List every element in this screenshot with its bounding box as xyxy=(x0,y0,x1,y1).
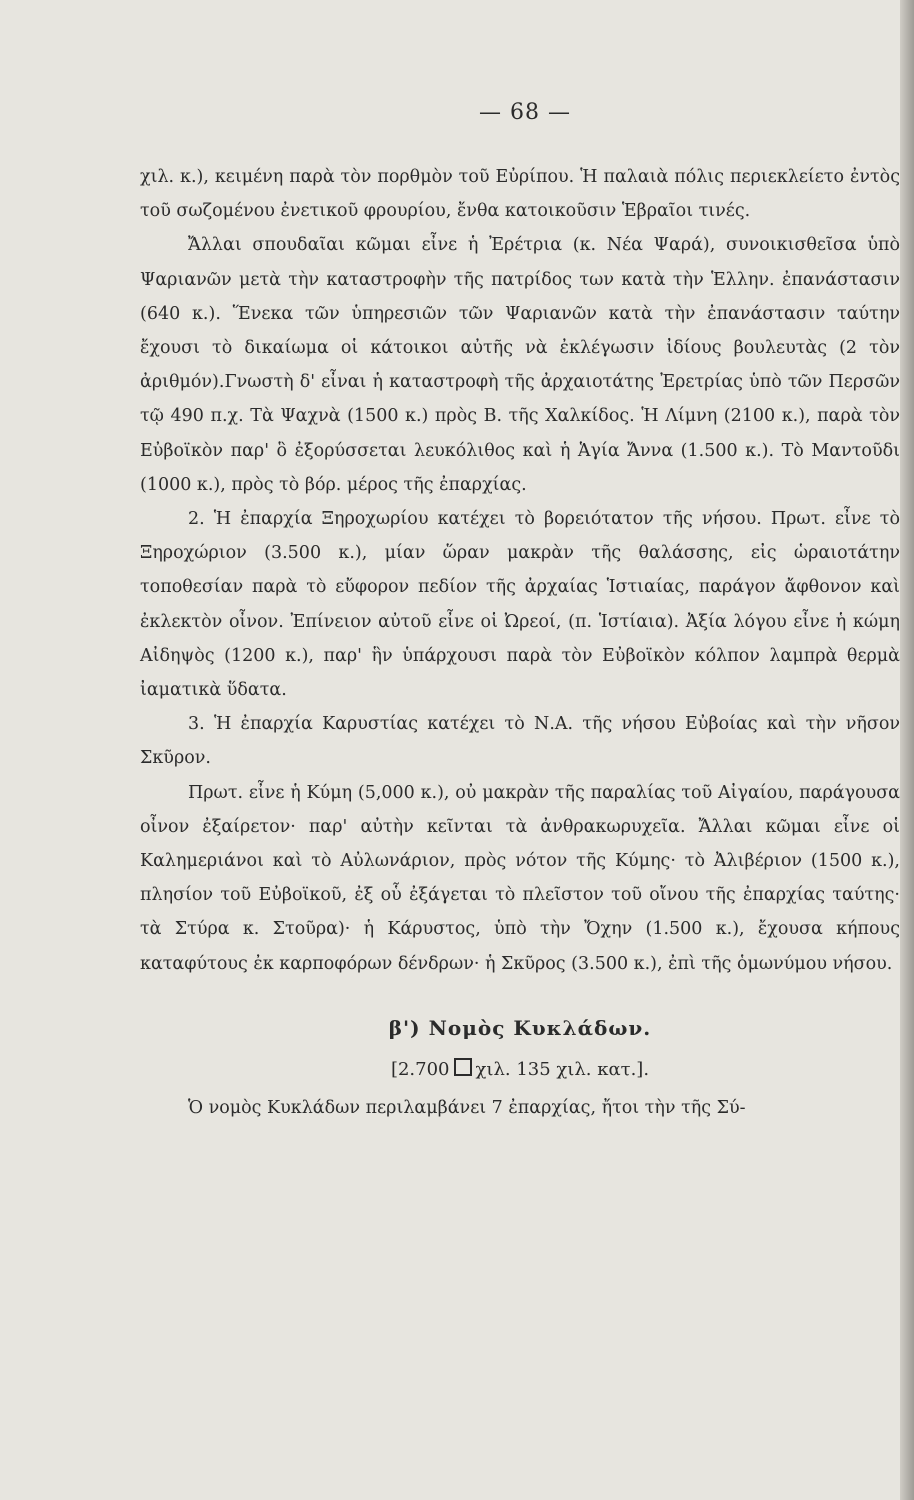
paragraph-continuation: χιλ. κ.), κειμένη παρὰ τὸν πορθμὸν τοῦ Εὐρίπου. Ἡ παλαιὰ πόλις περιεκλείετο ἐντὸς τοῦ σωζομένου ἐνετικοῦ φρουρίου, ἔνθα κατοικοῦσιν Ἑβραῖοι τινές. xyxy=(140,167,900,222)
paragraph-xirochori: 2. Ἡ ἐπαρχία Ξηροχωρίου κατέχει τὸ βορειότατον τῆς νήσου. Πρωτ. εἶνε τὸ Ξηροχώριον (3.500 κ.), μίαν ὥραν μακρὰν τῆς θαλάσσης, εἰς ὡραιοτάτην τοποθεσίαν παρὰ τὸ εὔφορον πεδίον τῆς ἀρχαίας Ἱστιαίας, παράγον ἄφθονον καὶ ἐκλεκτὸν οἶνον. Ἐπίνειον αὐτοῦ εἶνε οἱ Ὠρεοί, (π. Ἱστίαια). Ἀξία λόγου εἶνε ἡ κώμη Αἰδηψὸς (1200 κ.), παρ' ἣν ὑπάρχουσι παρὰ τὸν Εὐβοϊκὸν κόλπον λαμπρὰ θερμὰ ἰαματικὰ ὕδατα. xyxy=(140,509,900,701)
paragraph-karystia: 3. Ἡ ἐπαρχία Καρυστίας κατέχει τὸ Ν.Α. τῆς νήσου Εὐβοίας καὶ τὴν νῆσον Σκῦρον. xyxy=(140,714,900,769)
page-edge-shadow xyxy=(900,0,914,1500)
page-number: — 68 — xyxy=(479,100,571,125)
area-rest: χιλ. 135 χιλ. κατ.]. xyxy=(475,1059,650,1081)
area-line xyxy=(140,1053,900,1087)
paragraph-kymi: Πρωτ. εἶνε ἡ Κύμη (5,000 κ.), οὐ μακρὰν τῆς παραλίας τοῦ Αἰγαίου, παράγουσα οἶνον ἐξαίρετον· παρ' αὐτὴν κεῖνται τὰ ἀνθρακωρυχεῖα. Ἄλλαι κῶμαι εἶνε οἱ Καλημεριάνοι καὶ τὸ Αὐλωνάριον, πρὸς νότον τῆς Κύμης· τὸ Ἀλιβέριον (1500 κ.), πλησίον τοῦ Εὐβοϊκοῦ, ἐξ οὗ ἐξάγεται τὸ πλεῖστον τοῦ οἴνου τῆς ἐπαρχίας ταύτης· τὰ Στύρα κ. Στοῦρα)· ἡ Κάρυστος, ὑπὸ τὴν Ὄχην (1.500 κ.), ἔχουσα κήπους καταφύτους ἐκ καρποφόρων δένδρων· ἡ Σκῦρος (3.500 κ.), ἐπὶ τῆς ὁμωνύμου νήσου. xyxy=(140,782,900,974)
paragraph-eretria: Ἄλλαι σπουδαῖαι κῶμαι εἶνε ἡ Ἐρέτρια (κ. Νέα Ψαρά), συνοικισθεῖσα ὑπὸ Ψαριανῶν μετὰ τὴν καταστροφὴν τῆς πατρίδος των κατὰ τὴν Ἑλλην. ἐπανάστασιν (640 κ.). Ἕνεκα τῶν ὑπηρεσιῶν τῶν Ψαριανῶν κατὰ τὴν ἐπανάστασιν ταύτην ἔχουσι τὸ δικαίωμα οἱ κάτοικοι αὐτῆς νὰ ἐκλέγωσιν ἰδίους βουλευτὰς (2 τὸν ἀριθμόν).Γνωστὴ δ' εἶναι ἡ καταστροφὴ τῆς ἀρχαιοτάτης Ἐρετρίας ὑπὸ τῶν Περσῶν τῷ 490 π.χ. Τὰ Ψαχνὰ (1500 κ.) πρὸς Β. τῆς Χαλκίδος. Ἡ Λίμνη (2100 κ.), παρὰ τὸν Εὐβοϊκὸν παρ' ὃ ἐξορύσσεται λευκόλιθος καὶ ἡ Ἁγία Ἄννα (1.500 κ.). Τὸ Μαντοῦδι (1000 κ.), πρὸς τὸ βόρ. μέρος τῆς ἐπαρχίας. xyxy=(140,235,900,495)
paragraph-cyclades: Ὁ νομὸς Κυκλάδων περιλαμβάνει 7 ἐπαρχίας, ἤτοι τὴν τῆς Σύ- xyxy=(188,1098,746,1119)
area-value: [2.700 xyxy=(390,1059,450,1081)
body-text xyxy=(140,160,900,1125)
section-heading: β') Νομὸς Κυκλάδων. xyxy=(388,1015,652,1040)
square-km-icon xyxy=(454,1058,472,1076)
